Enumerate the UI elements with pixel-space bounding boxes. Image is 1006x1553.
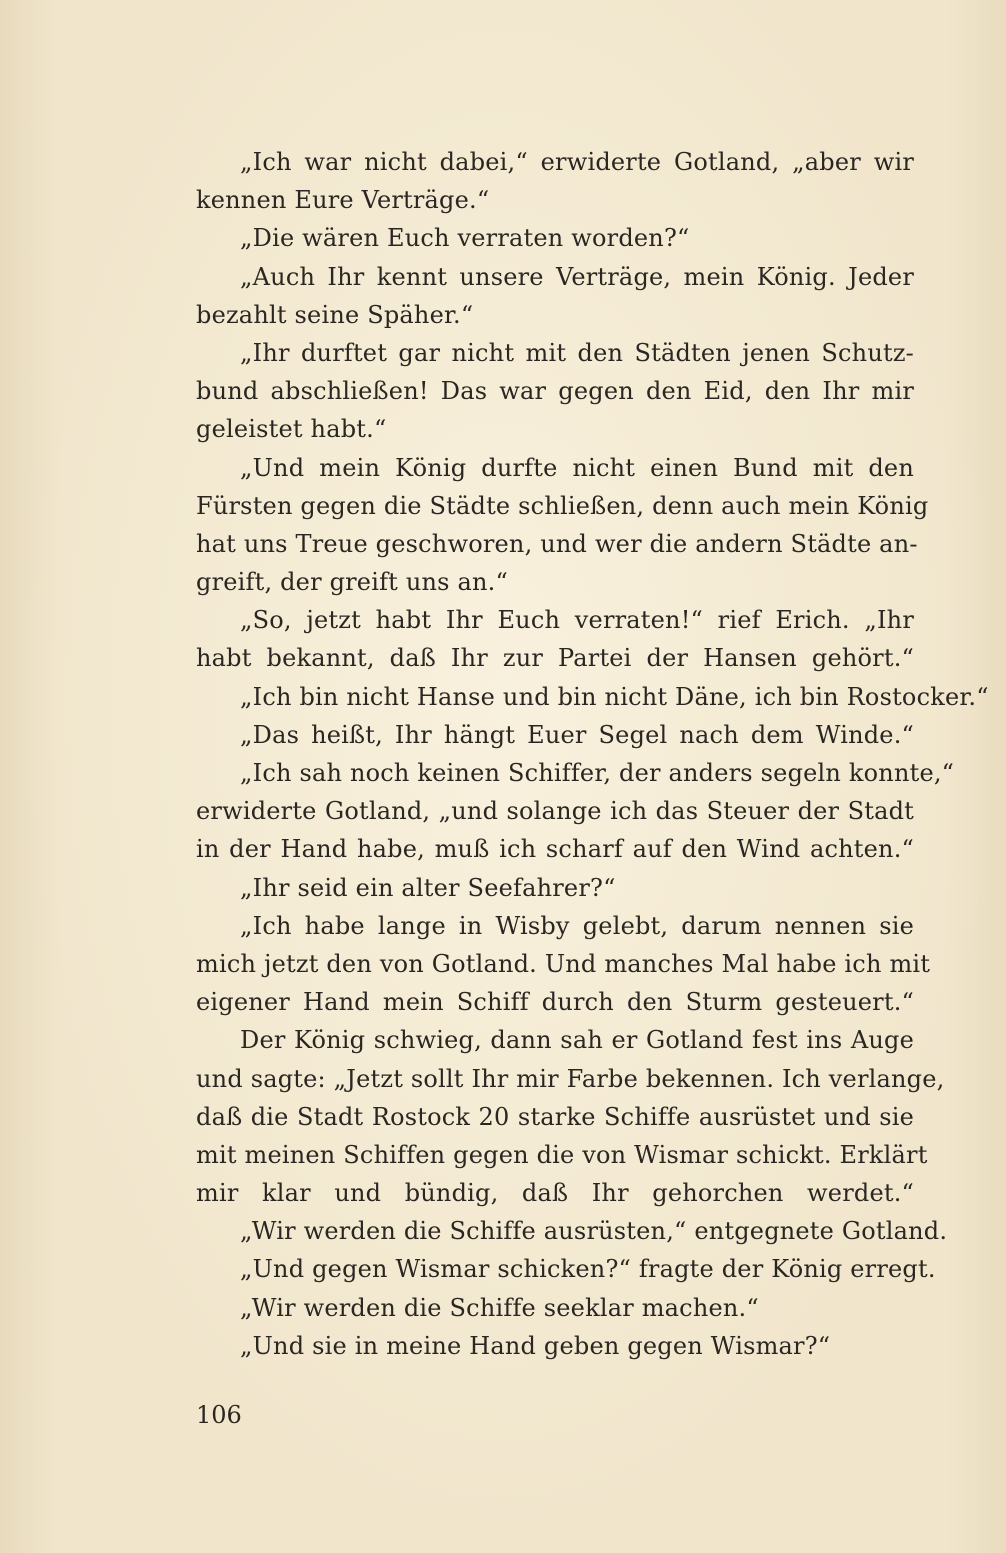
text-line: geleistet habt.“ <box>196 415 387 444</box>
text-line: „Und mein König durfte nicht einen Bund mit den <box>240 453 914 482</box>
text-line: erwiderte Gotland, „und solange ich das Steuer der Stadt <box>196 797 914 826</box>
text-line: mich jetzt den von Gotland. Und manches Mal habe ich mit <box>196 949 931 978</box>
text-line: hat uns Treue geschworen, und wer die andern Städte an- <box>196 529 918 558</box>
text-line: „Ich habe lange in Wisby gelebt, darum nennen sie <box>240 911 914 940</box>
text-line: „Und sie in meine Hand geben gegen Wismar?“ <box>240 1331 831 1360</box>
text-line: „Das heißt, Ihr hängt Euer Segel nach dem Winde.“ <box>240 720 914 749</box>
text-line: „Ich sah noch keinen Schiffer, der anders segeln konnte,“ <box>240 759 955 787</box>
body-text <box>196 143 989 1365</box>
text-line: Fürsten gegen die Städte schließen, denn auch mein König <box>196 491 929 520</box>
text-line: „So, jetzt habt Ihr Euch verraten!“ rief Erich. „Ihr <box>240 606 914 635</box>
text-line: daß die Stadt Rostock 20 starke Schiffe ausrüstet und sie <box>196 1102 914 1131</box>
text-line: mit meinen Schiffen gegen die von Wismar schickt. Erklärt <box>196 1140 928 1169</box>
text-line: Der König schwieg, dann sah er Gotland fest ins Auge <box>240 1026 914 1055</box>
text-line: „Wir werden die Schiffe ausrüsten,“ entgegnete Gotland. <box>240 1217 948 1246</box>
text-line: kennen Eure Verträge.“ <box>196 186 490 215</box>
text-line: bund abschließen! Das war gegen den Eid, den Ihr mir <box>196 377 914 406</box>
text-line: „Ich war nicht dabei,“ erwiderte Gotland, „aber wir <box>240 148 914 176</box>
text-line: greift, der greift uns an.“ <box>196 568 508 597</box>
text-line: „Und gegen Wismar schicken?“ fragte der König erregt. <box>240 1255 936 1284</box>
text-line: „Ihr seid ein alter Seefahrer?“ <box>240 873 616 902</box>
text-line: in der Hand habe, muß ich scharf auf den Wind achten.“ <box>196 835 914 864</box>
text-line: bezahlt seine Späher.“ <box>196 300 474 329</box>
text-line: „Auch Ihr kennt unsere Verträge, mein König. Jeder <box>240 262 914 291</box>
text-line: „Ich bin nicht Hanse und bin nicht Däne, ich bin Rostocker.“ <box>240 682 989 711</box>
text-line: und sagte: „Jetzt sollt Ihr mir Farbe bekennen. Ich verlange, <box>196 1064 945 1093</box>
text-line: „Wir werden die Schiffe seeklar machen.“ <box>240 1293 759 1322</box>
text-line: „Die wären Euch verraten worden?“ <box>240 224 690 253</box>
text-line: habt bekannt, daß Ihr zur Partei der Hansen gehört.“ <box>196 644 914 673</box>
text-line: „Ihr durftet gar nicht mit den Städten jenen Schutz- <box>240 338 914 367</box>
text-line: mir klar und bündig, daß Ihr gehorchen werdet.“ <box>196 1179 914 1208</box>
page-number: 106 <box>196 1401 242 1429</box>
text-line: eigener Hand mein Schiff durch den Sturm gesteuert.“ <box>196 988 914 1017</box>
